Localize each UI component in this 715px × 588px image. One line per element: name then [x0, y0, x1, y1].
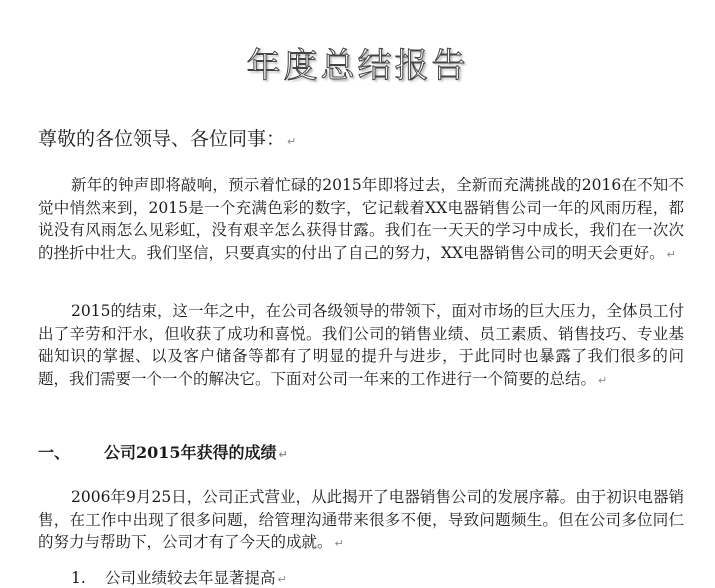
paragraph-summary-text: 2015的结束，这一年之中，在公司各级领导的带领下，面对市场的巨大压力，全体员工付出了辛劳和汗水，但收获了成功和喜悦。我们公司的销售业绩、员工素质、销售技巧、专业基础知识的掌握、以及客户储备等都有了明显的提升与进步，于此同时也暴露了我们很多的问题，我们需要一个一个的解决它。下面对公司一年来的工作进行一个简要的总结。: [38, 302, 684, 388]
paragraph-mark-icon: ↵: [278, 448, 288, 461]
paragraph-summary: [38, 300, 684, 392]
greeting-line: [38, 124, 296, 151]
list-item-text: 公司业绩较去年显著提高: [105, 569, 276, 587]
paragraph-mark-icon: ↵: [277, 573, 287, 586]
list-item: [71, 566, 287, 588]
greeting-text: 尊敬的各位领导、各位同事：: [38, 128, 286, 150]
paragraph-section-body-text: 2006年9月25日，公司正式营业，从此揭开了电器销售公司的发展序幕。由于初识电器销售，在工作中出现了很多问题，给管理沟通带来很多不便，导致问题频生。但在公司多位同仁的努力与帮助下，公司才有了今天的成就。: [38, 488, 684, 551]
paragraph-mark-icon: ↵: [287, 135, 297, 148]
paragraph-mark-icon: ↵: [334, 537, 344, 550]
paragraph-intro: [38, 174, 684, 266]
paragraph-mark-icon: ↵: [598, 373, 608, 387]
document-title: 年度总结报告: [246, 46, 469, 86]
list-item-number: 1.: [71, 569, 86, 587]
paragraph-intro-text: 新年的钟声即将敲响，预示着忙碌的2015年即将过去，全新而充满挑战的2016在不知不觉中悄然来到，2015是一个充满色彩的数字，它记载着XX电器销售公司一年的风雨历程，都说没有风雨怎么见彩虹，没有艰辛怎么获得甘露。我们在一天天的学习中成长，我们在一次次的挫折中壮大。我们坚信，只要真实的付出了自己的努力，XX电器销售公司的明天会更好。: [38, 176, 684, 262]
section-heading-number: 一、: [38, 443, 71, 462]
section-heading: [38, 440, 288, 463]
section-heading-text: 公司2015年获得的成绩: [104, 443, 277, 462]
paragraph-section-body: [38, 486, 684, 556]
paragraph-mark-icon: ↵: [666, 247, 676, 261]
